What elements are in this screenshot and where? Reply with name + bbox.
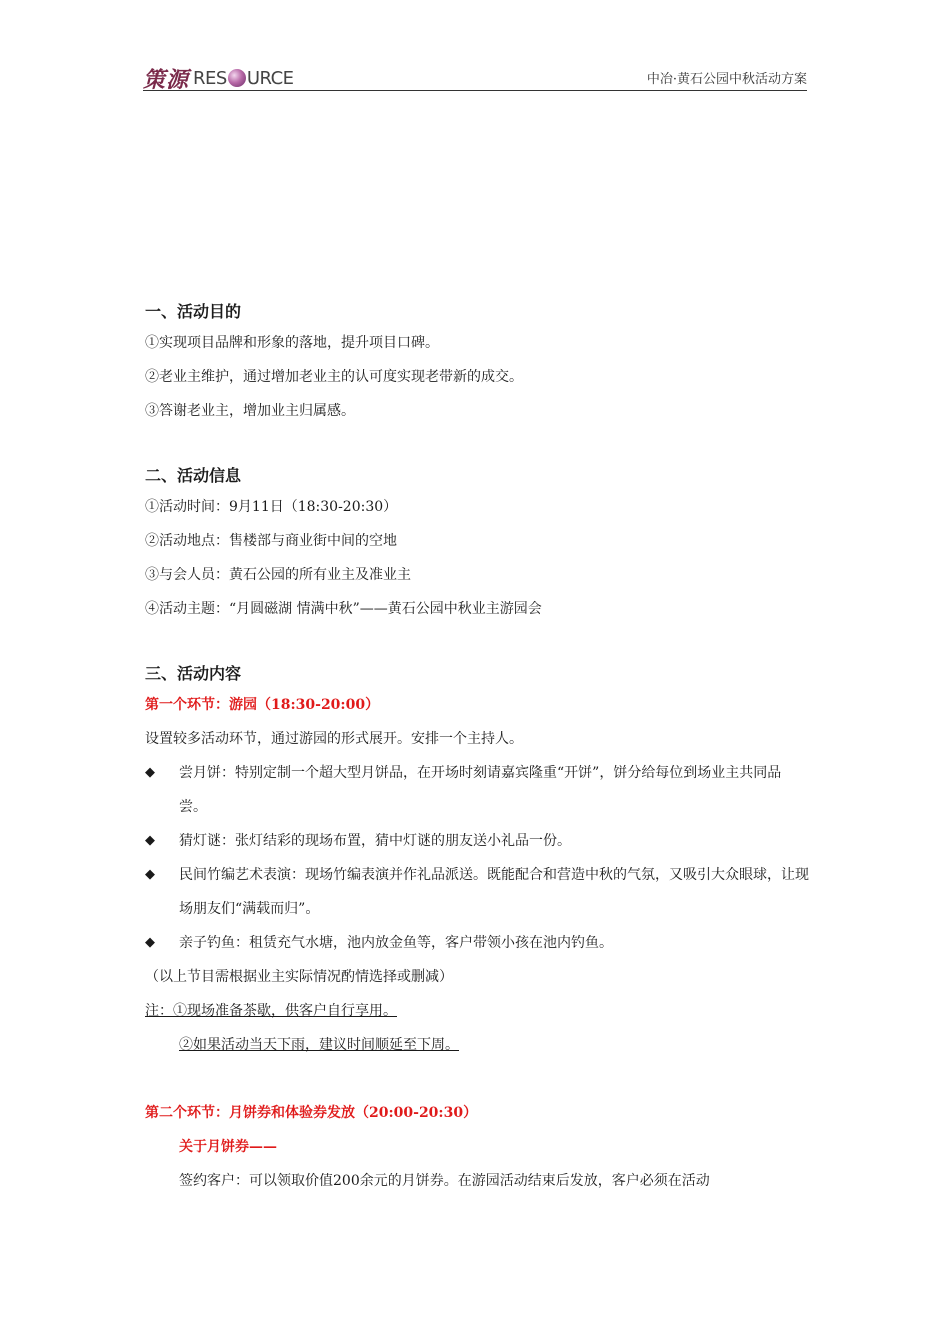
company-logo (143, 66, 294, 93)
note-2: ②如果活动当天下雨，建议时间顺延至下周。 (179, 1037, 459, 1053)
bullet-text: 猜灯谜：张灯结彩的现场布置，猜中灯谜的朋友送小礼品一份。 (179, 833, 571, 849)
info-item-1: ①活动时间：9月11日（18:30-20:30） (145, 499, 398, 515)
purpose-item-1: ①实现项目品牌和形象的落地，提升项目口碑。 (145, 335, 439, 351)
bullet-text: 民间竹编艺术表演：现场竹编表演并作礼品派送。既能配合和营造中秋的气氛，又吸引大众眼球，让现场朋友们“满载而归”。 (179, 867, 809, 917)
logo-chinese-text: 策源 (143, 66, 190, 93)
list-item (145, 756, 809, 824)
info-item-3: ③与会人员：黄石公园的所有业主及准业主 (145, 567, 411, 583)
document-title: 中冶·黄石公园中秋活动方案 (646, 72, 807, 87)
logo-en-left: RES (193, 67, 227, 89)
part2-text: 签约客户：可以领取价值200余元的月饼券。在游园活动结束后发放，客户必须在活动 (179, 1173, 710, 1189)
note-1: 注：①现场准备茶歇，供客户自行享用。 (145, 1003, 397, 1019)
diamond-bullet-icon: ◆ (145, 833, 155, 848)
purpose-item-3: ③答谢老业主，增加业主归属感。 (145, 403, 355, 419)
diamond-bullet-icon: ◆ (145, 867, 155, 882)
bullet-text: 亲子钓鱼：租赁充气水塘，池内放金鱼等，客户带领小孩在池内钓鱼。 (179, 935, 613, 951)
diamond-bullet-icon: ◆ (145, 935, 155, 950)
info-item-2: ②活动地点：售楼部与商业街中间的空地 (145, 533, 397, 549)
part2-title: 第二个环节：月饼券和体验券发放（20:00-20:30） (145, 1105, 478, 1121)
document-body (145, 298, 809, 1198)
section-title-content: 三、活动内容 (145, 664, 242, 683)
part1-intro: 设置较多活动环节，通过游园的形式展开。安排一个主持人。 (145, 731, 523, 747)
purpose-item-2: ②老业主维护，通过增加老业主的认可度实现老带新的成交。 (145, 369, 523, 385)
list-item (145, 824, 809, 858)
logo-en-right: URCE (246, 67, 294, 89)
remark-text: （以上节目需根据业主实际情况酌情选择或删减） (145, 969, 453, 985)
list-item (145, 858, 809, 926)
page-header (143, 64, 807, 91)
part2-subtitle: 关于月饼券—— (179, 1139, 277, 1155)
part1-title: 第一个环节：游园（18:30-20:00） (145, 697, 380, 713)
bullet-text: 尝月饼：特别定制一个超大型月饼品，在开场时刻请嘉宾隆重“开饼”，饼分给每位到场业主共同品尝。 (179, 765, 782, 815)
section-title-info: 二、活动信息 (145, 466, 242, 485)
logo-english-text (193, 68, 294, 89)
list-item (145, 926, 809, 960)
logo-orb-icon (228, 69, 246, 87)
info-item-4: ④活动主题：“月圆磁湖 情满中秋”——黄石公园中秋业主游园会 (145, 601, 542, 617)
diamond-bullet-icon: ◆ (145, 765, 155, 780)
section-title-purpose: 一、活动目的 (145, 302, 242, 321)
